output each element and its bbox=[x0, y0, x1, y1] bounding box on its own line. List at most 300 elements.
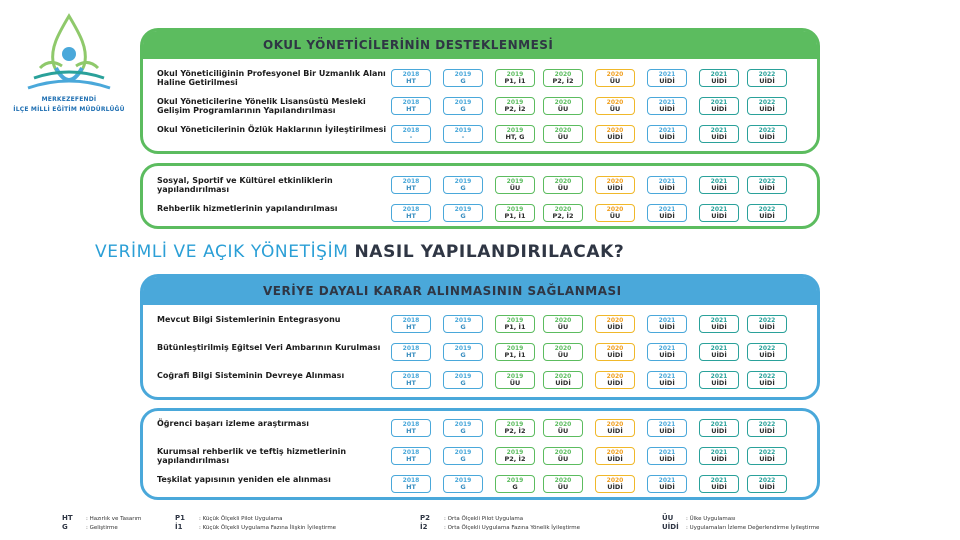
badge-code: UİDİ bbox=[759, 379, 775, 387]
badge-code: UİDİ bbox=[711, 105, 727, 113]
badge-code: UİDİ bbox=[607, 455, 623, 463]
badge-year: 2019 bbox=[506, 373, 524, 380]
phase-badge bbox=[495, 315, 535, 333]
badge-code: UİDİ bbox=[607, 184, 623, 192]
badge-year: 2021 bbox=[710, 449, 728, 456]
phase-badge bbox=[391, 343, 431, 361]
phase-badge bbox=[699, 343, 739, 361]
badge-code: UİDİ bbox=[759, 184, 775, 192]
phase-badge bbox=[595, 447, 635, 465]
row-label: Coğrafi Bilgi Sisteminin Devreye Alınması bbox=[157, 371, 345, 380]
phase-badge bbox=[747, 125, 787, 143]
phase-badge bbox=[391, 204, 431, 222]
phase-badge bbox=[647, 343, 687, 361]
badge-code: UİDİ bbox=[659, 427, 675, 435]
legend-entry: P2 : Orta Ölçekli Pilot Uygulama bbox=[420, 514, 524, 522]
badge-year: 2019 bbox=[506, 178, 524, 185]
badge-code: P1, İ1 bbox=[504, 212, 526, 220]
phase-badge bbox=[647, 475, 687, 493]
phase-badge bbox=[443, 176, 483, 194]
badge-year: 2018 bbox=[402, 99, 420, 106]
badge-year: 2021 bbox=[658, 373, 676, 380]
phase-badge bbox=[443, 69, 483, 87]
badge-year: 2018 bbox=[402, 206, 420, 213]
badge-year: 2022 bbox=[758, 421, 776, 428]
phase-badge bbox=[647, 125, 687, 143]
row-label: Okul Yöneticilerine Yönelik Lisansüstü Mesleki Gelişim Programlarının Yapılandırılması bbox=[157, 97, 366, 115]
phase-badge bbox=[543, 176, 583, 194]
badge-code: HT bbox=[406, 77, 416, 85]
badge-code: UİDİ bbox=[759, 483, 775, 491]
badge-code: UİDİ bbox=[759, 105, 775, 113]
badge-code: ÜU bbox=[557, 105, 569, 113]
badge-code: UİDİ bbox=[659, 184, 675, 192]
badge-code: G bbox=[460, 351, 466, 359]
phase-badge bbox=[391, 447, 431, 465]
timeline-row bbox=[143, 95, 817, 119]
phase-badge bbox=[699, 315, 739, 333]
badge-year: 2019 bbox=[454, 373, 472, 380]
phase-badge bbox=[543, 343, 583, 361]
phase-badge bbox=[495, 419, 535, 437]
badge-code: HT bbox=[406, 427, 416, 435]
badge-code: UİDİ bbox=[607, 483, 623, 491]
badge-year: 2021 bbox=[710, 99, 728, 106]
badge-year: 2021 bbox=[710, 206, 728, 213]
row-label: Bütünleştirilmiş Eğitsel Veri Ambarının Kurulması bbox=[157, 343, 381, 352]
badge-code: P2, İ2 bbox=[504, 455, 526, 463]
badge-year: 2018 bbox=[402, 317, 420, 324]
badge-year: 2020 bbox=[554, 477, 572, 484]
badge-year: 2021 bbox=[710, 477, 728, 484]
phase-badge bbox=[699, 97, 739, 115]
phase-badge bbox=[647, 315, 687, 333]
badge-code: G bbox=[460, 77, 466, 85]
badge-year: 2021 bbox=[710, 178, 728, 185]
badge-year: 2020 bbox=[554, 317, 572, 324]
badge-code: P2, İ2 bbox=[552, 77, 574, 85]
row-label: Rehberlik hizmetlerinin yapılandırılması bbox=[157, 204, 338, 213]
panel-title: OKUL YÖNETİCİLERİNİN DESTEKLENMESİ bbox=[143, 31, 817, 59]
phase-badge bbox=[699, 69, 739, 87]
logo-line-2: İLÇE MİLLİ EĞİTİM MÜDÜRLÜĞÜ bbox=[13, 106, 125, 113]
badge-code: UİDİ bbox=[711, 455, 727, 463]
phase-badge bbox=[443, 315, 483, 333]
badge-year: 2020 bbox=[606, 449, 624, 456]
timeline-row bbox=[143, 369, 817, 393]
row-label: Mevcut Bilgi Sistemlerinin Entegrasyonu bbox=[157, 315, 341, 324]
badge-year: 2020 bbox=[606, 317, 624, 324]
badge-code: P2, İ2 bbox=[504, 105, 526, 113]
timeline-row bbox=[143, 67, 817, 91]
badge-year: 2018 bbox=[402, 127, 420, 134]
phase-badge bbox=[595, 371, 635, 389]
phase-badge bbox=[543, 315, 583, 333]
badge-code: UİDİ bbox=[759, 212, 775, 220]
badge-year: 2020 bbox=[554, 421, 572, 428]
badge-code: G bbox=[460, 212, 466, 220]
badge-code: HT bbox=[406, 351, 416, 359]
badge-code: ÜU bbox=[557, 427, 569, 435]
legend-entry: İ2 : Orta Ölçekli Uygulama Fazına Yönelik İyileştirme bbox=[420, 523, 581, 531]
phase-badge bbox=[391, 371, 431, 389]
badge-code: - bbox=[461, 133, 465, 141]
phase-badge bbox=[391, 315, 431, 333]
phase-badge bbox=[699, 447, 739, 465]
badge-year: 2022 bbox=[758, 127, 776, 134]
badge-code: UİDİ bbox=[659, 455, 675, 463]
legend-col-2 bbox=[175, 514, 336, 532]
badge-year: 2019 bbox=[506, 317, 524, 324]
phase-badge bbox=[747, 343, 787, 361]
badge-code: UİDİ bbox=[659, 379, 675, 387]
badge-code: ÜU bbox=[557, 483, 569, 491]
timeline-row bbox=[143, 123, 817, 147]
badge-year: 2021 bbox=[658, 317, 676, 324]
badge-code: UİDİ bbox=[711, 133, 727, 141]
badge-year: 2022 bbox=[758, 99, 776, 106]
panel-title: VERİYE DAYALI KARAR ALINMASININ SAĞLANMASI bbox=[143, 277, 817, 305]
badge-year: 2019 bbox=[454, 317, 472, 324]
phase-badge bbox=[647, 371, 687, 389]
badge-year: 2019 bbox=[454, 449, 472, 456]
badge-code: HT bbox=[406, 212, 416, 220]
badge-code: UİDİ bbox=[711, 483, 727, 491]
badge-code: P1, İ1 bbox=[504, 77, 526, 85]
badge-code: HT bbox=[406, 323, 416, 331]
phase-badge bbox=[647, 69, 687, 87]
badge-code: UİDİ bbox=[711, 323, 727, 331]
phase-badge bbox=[443, 371, 483, 389]
badge-year: 2018 bbox=[402, 373, 420, 380]
phase-badge bbox=[699, 204, 739, 222]
badge-year: 2020 bbox=[554, 99, 572, 106]
badge-year: 2022 bbox=[758, 178, 776, 185]
phase-badge bbox=[595, 69, 635, 87]
badge-code: HT bbox=[406, 184, 416, 192]
badge-code: P1, İ1 bbox=[504, 351, 526, 359]
section-heading-part2: NASIL YAPILANDIRILACAK? bbox=[354, 242, 625, 262]
badge-code: UİDİ bbox=[759, 427, 775, 435]
badge-year: 2019 bbox=[506, 127, 524, 134]
badge-code: UİDİ bbox=[759, 351, 775, 359]
phase-badge bbox=[699, 125, 739, 143]
badge-code: G bbox=[460, 455, 466, 463]
badge-code: P1, İ1 bbox=[504, 323, 526, 331]
badge-code: ÜU bbox=[609, 105, 621, 113]
badge-code: UİDİ bbox=[711, 212, 727, 220]
phase-badge bbox=[543, 69, 583, 87]
badge-year: 2021 bbox=[710, 421, 728, 428]
timeline-row bbox=[143, 202, 817, 226]
row-label: Kurumsal rehberlik ve teftiş hizmetlerinin yapılandırılması bbox=[157, 447, 347, 465]
phase-badge bbox=[495, 97, 535, 115]
badge-code: UİDİ bbox=[711, 184, 727, 192]
phase-badge bbox=[391, 125, 431, 143]
phase-badge bbox=[495, 176, 535, 194]
panel-monitoring bbox=[140, 408, 820, 500]
phase-badge bbox=[747, 97, 787, 115]
badge-code: UİDİ bbox=[659, 351, 675, 359]
badge-code: UİDİ bbox=[607, 133, 623, 141]
badge-year: 2020 bbox=[554, 127, 572, 134]
badge-year: 2021 bbox=[658, 99, 676, 106]
badge-year: 2019 bbox=[506, 71, 524, 78]
section-heading-part1: VERİMLİ VE AÇIK YÖNETİŞİM bbox=[95, 242, 349, 262]
phase-badge bbox=[495, 204, 535, 222]
phase-badge bbox=[495, 371, 535, 389]
badge-year: 2021 bbox=[658, 178, 676, 185]
badge-year: 2019 bbox=[506, 206, 524, 213]
badge-year: 2018 bbox=[402, 178, 420, 185]
phase-badge bbox=[699, 419, 739, 437]
badge-year: 2020 bbox=[606, 421, 624, 428]
badge-code: UİDİ bbox=[659, 323, 675, 331]
badge-code: UİDİ bbox=[711, 379, 727, 387]
phase-badge bbox=[543, 125, 583, 143]
badge-code: UİDİ bbox=[659, 105, 675, 113]
badge-code: ÜU bbox=[557, 184, 569, 192]
badge-code: UİDİ bbox=[607, 351, 623, 359]
phase-badge bbox=[543, 419, 583, 437]
phase-badge bbox=[747, 447, 787, 465]
badge-code: - bbox=[409, 133, 413, 141]
badge-code: UİDİ bbox=[659, 77, 675, 85]
phase-badge bbox=[747, 419, 787, 437]
phase-badge bbox=[391, 419, 431, 437]
badge-code: HT bbox=[406, 379, 416, 387]
badge-year: 2020 bbox=[554, 206, 572, 213]
badge-code: UİDİ bbox=[759, 77, 775, 85]
phase-badge bbox=[443, 204, 483, 222]
legend-entry: ÜU : Ülke Uygulaması bbox=[662, 514, 736, 522]
phase-badge bbox=[495, 125, 535, 143]
badge-code: HT, G bbox=[505, 133, 525, 141]
legend-col-4 bbox=[662, 514, 819, 532]
phase-badge bbox=[747, 475, 787, 493]
phase-badge bbox=[495, 475, 535, 493]
badge-year: 2019 bbox=[454, 477, 472, 484]
phase-badge bbox=[595, 343, 635, 361]
phase-badge bbox=[595, 419, 635, 437]
badge-year: 2020 bbox=[606, 71, 624, 78]
badge-year: 2022 bbox=[758, 317, 776, 324]
badge-year: 2018 bbox=[402, 477, 420, 484]
phase-badge bbox=[747, 204, 787, 222]
phase-badge bbox=[595, 315, 635, 333]
phase-badge bbox=[443, 343, 483, 361]
badge-code: UİDİ bbox=[659, 483, 675, 491]
badge-code: HT bbox=[406, 105, 416, 113]
badge-year: 2018 bbox=[402, 421, 420, 428]
timeline-row bbox=[143, 473, 817, 497]
badge-year: 2020 bbox=[606, 373, 624, 380]
badge-year: 2022 bbox=[758, 206, 776, 213]
phase-badge bbox=[391, 97, 431, 115]
phase-badge bbox=[543, 447, 583, 465]
phase-badge bbox=[699, 176, 739, 194]
phase-badge bbox=[747, 371, 787, 389]
panel-data-driven bbox=[140, 274, 820, 400]
badge-year: 2020 bbox=[554, 449, 572, 456]
panel-management-support bbox=[140, 28, 820, 154]
timeline-row bbox=[143, 417, 817, 441]
badge-code: ÜU bbox=[557, 351, 569, 359]
badge-year: 2021 bbox=[658, 421, 676, 428]
badge-year: 2019 bbox=[454, 127, 472, 134]
badge-code: UİDİ bbox=[711, 351, 727, 359]
badge-code: UİDİ bbox=[607, 427, 623, 435]
badge-code: UİDİ bbox=[607, 323, 623, 331]
badge-year: 2019 bbox=[454, 99, 472, 106]
badge-year: 2021 bbox=[658, 449, 676, 456]
badge-code: UİDİ bbox=[759, 323, 775, 331]
phase-badge bbox=[595, 125, 635, 143]
badge-code: ÜU bbox=[557, 323, 569, 331]
badge-year: 2019 bbox=[506, 99, 524, 106]
badge-year: 2019 bbox=[506, 345, 524, 352]
legend-entry: İ1 : Küçük Ölçekli Uygulama Fazına İlişkin İyileştirme bbox=[175, 523, 337, 531]
badge-year: 2021 bbox=[658, 206, 676, 213]
phase-badge bbox=[543, 371, 583, 389]
legend-col-3 bbox=[420, 514, 580, 532]
badge-year: 2019 bbox=[454, 71, 472, 78]
badge-code: ÜU bbox=[509, 184, 521, 192]
phase-badge bbox=[391, 475, 431, 493]
badge-year: 2019 bbox=[506, 477, 524, 484]
badge-code: HT bbox=[406, 483, 416, 491]
badge-code: G bbox=[512, 483, 518, 491]
badge-code: G bbox=[460, 184, 466, 192]
badge-year: 2020 bbox=[554, 71, 572, 78]
phase-badge bbox=[391, 69, 431, 87]
phase-badge bbox=[495, 69, 535, 87]
phase-badge bbox=[647, 204, 687, 222]
badge-year: 2021 bbox=[658, 345, 676, 352]
badge-year: 2021 bbox=[658, 71, 676, 78]
badge-code: ÜU bbox=[609, 212, 621, 220]
phase-badge bbox=[595, 475, 635, 493]
badge-year: 2018 bbox=[402, 71, 420, 78]
badge-code: ÜU bbox=[557, 455, 569, 463]
row-label: Teşkilat yapısının yeniden ele alınması bbox=[157, 475, 331, 484]
legend-entry: HT : Hazırlık ve Tasarım bbox=[62, 514, 142, 522]
badge-code: G bbox=[460, 427, 466, 435]
phase-badge bbox=[699, 475, 739, 493]
badge-code: UİDİ bbox=[659, 212, 675, 220]
legend-entry: UİDİ : Uygulamaları İzleme Değerlendirme İyileştirme bbox=[662, 523, 820, 531]
phase-badge bbox=[595, 204, 635, 222]
phase-badge bbox=[647, 447, 687, 465]
badge-year: 2022 bbox=[758, 477, 776, 484]
badge-year: 2019 bbox=[506, 449, 524, 456]
badge-code: G bbox=[460, 323, 466, 331]
phase-badge bbox=[543, 97, 583, 115]
phase-badge bbox=[543, 475, 583, 493]
badge-year: 2018 bbox=[402, 449, 420, 456]
badge-code: UİDİ bbox=[607, 379, 623, 387]
row-label: Sosyal, Sportif ve Kültürel etkinliklerin yapılandırılması bbox=[157, 176, 333, 194]
badge-year: 2021 bbox=[710, 71, 728, 78]
badge-year: 2020 bbox=[554, 373, 572, 380]
phase-badge bbox=[595, 97, 635, 115]
timeline-row bbox=[143, 313, 817, 337]
phase-badge bbox=[495, 343, 535, 361]
badge-code: P2, İ2 bbox=[552, 212, 574, 220]
badge-year: 2021 bbox=[710, 345, 728, 352]
phase-badge bbox=[443, 97, 483, 115]
badge-code: G bbox=[460, 105, 466, 113]
badge-year: 2021 bbox=[710, 127, 728, 134]
phase-badge bbox=[495, 447, 535, 465]
badge-year: 2020 bbox=[606, 178, 624, 185]
badge-code: ÜU bbox=[557, 133, 569, 141]
badge-year: 2021 bbox=[710, 317, 728, 324]
badge-year: 2019 bbox=[454, 206, 472, 213]
badge-code: UİDİ bbox=[759, 455, 775, 463]
row-label: Okul Yöneticilerinin Özlük Haklarının İyileştirilmesi bbox=[157, 125, 387, 134]
badge-year: 2021 bbox=[658, 127, 676, 134]
phase-badge bbox=[647, 419, 687, 437]
badge-year: 2020 bbox=[554, 345, 572, 352]
phase-badge bbox=[747, 315, 787, 333]
phase-badge bbox=[595, 176, 635, 194]
panel-activities bbox=[140, 163, 820, 229]
badge-code: P2, İ2 bbox=[504, 427, 526, 435]
badge-code: UİDİ bbox=[759, 133, 775, 141]
badge-year: 2022 bbox=[758, 373, 776, 380]
badge-code: HT bbox=[406, 455, 416, 463]
badge-year: 2021 bbox=[710, 373, 728, 380]
badge-year: 2019 bbox=[454, 421, 472, 428]
badge-code: ÜU bbox=[609, 77, 621, 85]
phase-badge bbox=[443, 447, 483, 465]
phase-badge bbox=[747, 176, 787, 194]
badge-year: 2020 bbox=[606, 206, 624, 213]
logo-line-1: MERKEZEFENDİ bbox=[41, 96, 97, 103]
badge-year: 2020 bbox=[554, 178, 572, 185]
legend-entry: G : Geliştirme bbox=[62, 523, 118, 531]
legend-col-1 bbox=[62, 514, 141, 532]
row-label: Okul Yöneticiliğinin Profesyonel Bir Uzmanlık Alanı Haline Getirilmesi bbox=[157, 69, 386, 87]
badge-code: UİDİ bbox=[711, 77, 727, 85]
section-heading bbox=[95, 242, 624, 262]
badge-code: G bbox=[460, 379, 466, 387]
phase-badge bbox=[391, 176, 431, 194]
phase-badge bbox=[647, 176, 687, 194]
badge-year: 2022 bbox=[758, 345, 776, 352]
timeline-row bbox=[143, 445, 817, 469]
badge-year: 2021 bbox=[658, 477, 676, 484]
phase-badge bbox=[647, 97, 687, 115]
row-label: Öğrenci başarı izleme araştırması bbox=[157, 419, 309, 428]
badge-year: 2020 bbox=[606, 345, 624, 352]
badge-year: 2019 bbox=[454, 345, 472, 352]
badge-year: 2022 bbox=[758, 449, 776, 456]
badge-code: UİDİ bbox=[711, 427, 727, 435]
badge-code: ÜU bbox=[509, 379, 521, 387]
badge-code: G bbox=[460, 483, 466, 491]
phase-badge bbox=[443, 419, 483, 437]
badge-year: 2020 bbox=[606, 99, 624, 106]
phase-badge bbox=[543, 204, 583, 222]
badge-year: 2019 bbox=[454, 178, 472, 185]
timeline-row bbox=[143, 341, 817, 365]
badge-year: 2020 bbox=[606, 477, 624, 484]
badge-year: 2019 bbox=[506, 421, 524, 428]
timeline-row bbox=[143, 174, 817, 198]
phase-badge bbox=[699, 371, 739, 389]
